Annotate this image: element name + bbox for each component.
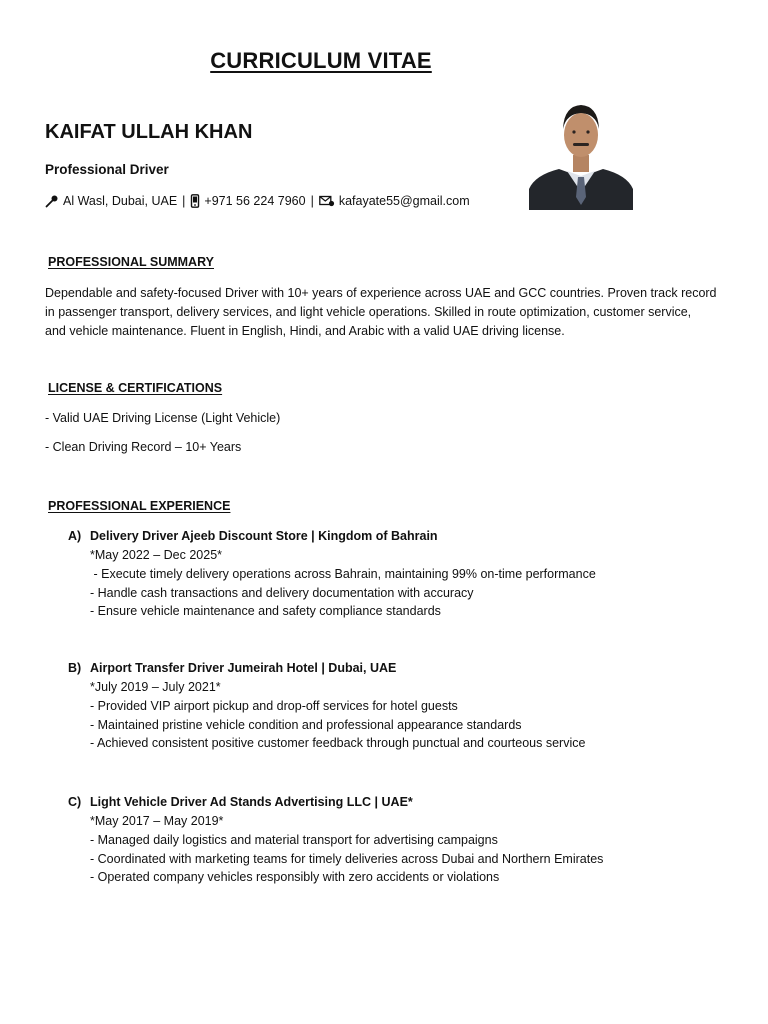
job-bullet: - Coordinated with marketing teams for timely deliveries across Dubai and Northern Emirates — [90, 851, 604, 866]
summary-line: and vehicle maintenance. Fluent in English, Hindi, and Arabic with a valid UAE driving license. — [45, 324, 565, 338]
job-bullet: - Operated company vehicles responsibly with zero accidents or violations — [90, 870, 500, 885]
certifications-heading: LICENSE & CERTIFICATIONS — [48, 381, 223, 395]
candidate-name: KAIFAT ULLAH KHAN — [45, 121, 253, 143]
job-bullet: - Handle cash transactions and delivery documentation with accuracy — [90, 585, 474, 600]
pin-icon — [45, 194, 59, 208]
contact-location: Al Wasl, Dubai, UAE — [63, 194, 178, 208]
job-bullet: - Execute timely delivery operations across Bahrain, maintaining 99% on-time performance — [90, 566, 596, 581]
job-entry — [68, 659, 728, 753]
certification-item: - Clean Driving Record – 10+ Years — [45, 440, 242, 454]
profile-photo — [529, 97, 633, 210]
contact-separator: | — [182, 194, 186, 208]
certification-item: - Valid UAE Driving License (Light Vehicle) — [45, 411, 281, 425]
contact-email: kafayate55@gmail.com — [338, 194, 470, 208]
job-letter: B) — [68, 661, 82, 675]
job-entry — [68, 527, 728, 621]
summary-text — [45, 284, 725, 341]
job-bullet: - Maintained pristine vehicle condition and professional appearance standards — [90, 717, 522, 732]
summary-heading: PROFESSIONAL SUMMARY — [48, 255, 214, 269]
job-bullet: - Provided VIP airport pickup and drop-off services for hotel guests — [90, 698, 458, 713]
document-title: CURRICULUM VITAE — [210, 48, 432, 73]
job-header — [68, 793, 728, 812]
experience-heading: PROFESSIONAL EXPERIENCE — [48, 499, 231, 513]
contact-separator: | — [310, 194, 314, 208]
job-entry — [68, 793, 728, 887]
job-title: Delivery Driver Ajeeb Discount Store | Kingdom of Bahrain — [90, 529, 438, 543]
job-bullet: - Ensure vehicle maintenance and safety compliance standards — [90, 604, 441, 619]
summary-line: in passenger transport, delivery services, and light vehicle operations. Skilled in route optimization, customer service, — [45, 305, 692, 319]
mobile-phone-icon — [190, 194, 200, 208]
job-bullet: - Managed daily logistics and material transport for advertising campaigns — [90, 832, 498, 847]
job-dates: *May 2017 – May 2019* — [90, 814, 224, 828]
candidate-job-title: Professional Driver — [45, 162, 169, 177]
job-header — [68, 527, 728, 546]
job-dates: *July 2019 – July 2021* — [90, 680, 221, 694]
job-title: Airport Transfer Driver Jumeirah Hotel | Dubai, UAE — [90, 661, 397, 675]
job-letter: A) — [68, 529, 82, 543]
job-header — [68, 659, 728, 678]
job-title: Light Vehicle Driver Ad Stands Advertising LLC | UAE* — [90, 795, 413, 809]
job-bullet: - Achieved consistent positive customer feedback through punctual and courteous service — [90, 736, 586, 751]
contact-line — [45, 194, 470, 208]
contact-phone: +971 56 224 7960 — [204, 194, 306, 208]
envelope-icon — [319, 195, 335, 207]
job-dates: *May 2022 – Dec 2025* — [90, 548, 223, 562]
summary-line: Dependable and safety-focused Driver with 10+ years of experience across UAE and GCC countries. Proven track record — [45, 286, 717, 300]
job-letter: C) — [68, 795, 82, 809]
